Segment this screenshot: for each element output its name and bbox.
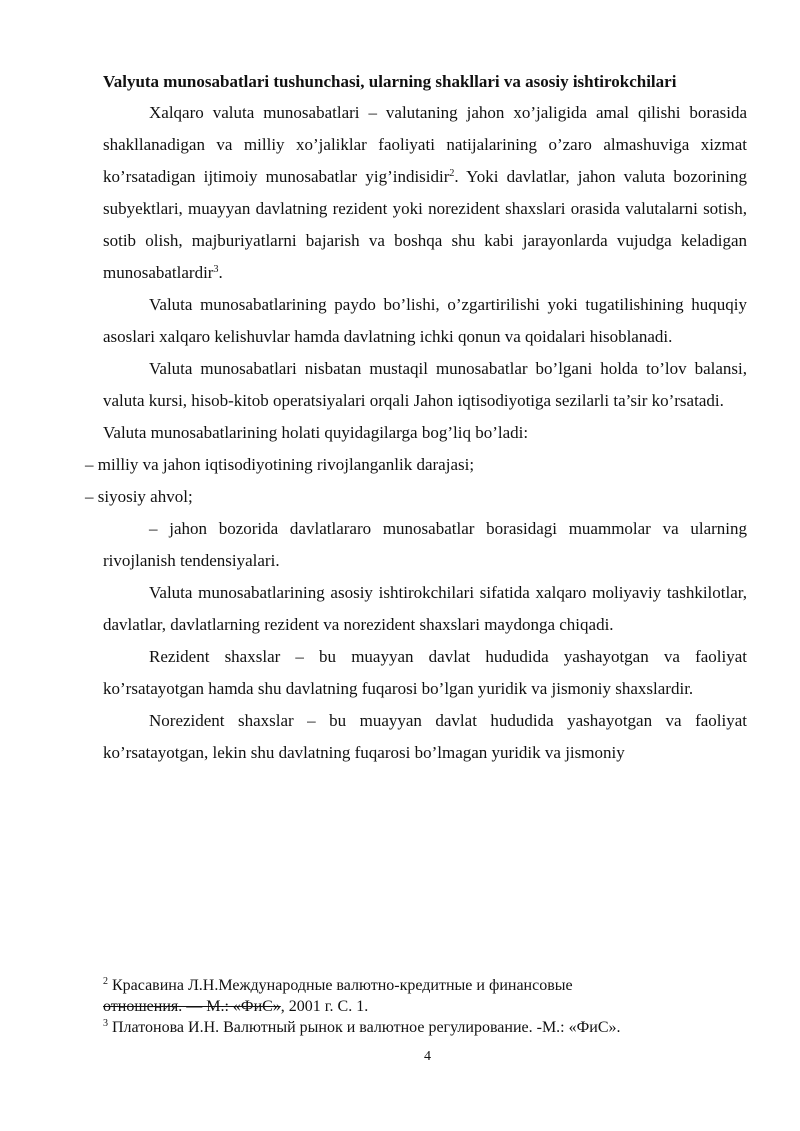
- paragraph-residents: Rezident shaxslar – bu muayyan davlat hududida yashayotgan va faoliyat ko’rsatayotgan hamda shu davlatning fuqarosi bo’lgan yuridik va jismoniy shaxslardir.: [103, 647, 747, 698]
- footnote: [103, 975, 763, 1017]
- body-text: [85, 97, 747, 769]
- footnote-text: Платонова И.Н. Валютный рынок и валютное регулирование. -М.: «ФиС».: [108, 1019, 621, 1036]
- paragraph-text: . Yoki davlatlar, jahon valuta bozorining subyektlari, muayyan davlatning rezident yoki norezident shaxslari orasida valutalarni sotish, sotib olish, majburiyatlarni bajarish va boshqa shu kabi jarayonlarda vujudga keladigan munosabatlardir: [103, 167, 747, 282]
- footnote-text: Красавина Л.Н.Международные валютно-кредитные и финансовые: [108, 977, 573, 994]
- footnote-text: , 2001 г. С. 1.: [280, 998, 369, 1015]
- footnote-number: 2: [103, 976, 108, 987]
- section-heading: Valyuta munosabatlari tushunchasi, ularning shakllari va asosiy ishtirokchilari: [103, 72, 677, 91]
- footnote-ref[interactable]: 2: [449, 168, 455, 179]
- paragraph-text: .: [218, 263, 223, 282]
- footnote-struck-text: отношения. — М.: «ФиС»: [103, 998, 281, 1015]
- paragraph-dependencies: Valuta munosabatlarining holati quyidagilarga bog’liq bo’ladi:: [103, 423, 529, 442]
- paragraph-definition: [103, 97, 747, 289]
- footnote-number: 3: [103, 1018, 108, 1029]
- list-item: – siyosiy ahvol;: [85, 487, 193, 506]
- list-item: – milliy va jahon iqtisodiyotining rivojlanganlik darajasi;: [85, 455, 475, 474]
- list-item: – jahon bozorida davlatlararo munosabatlar borasidagi muammolar va ularning rivojlanish tendensiyalari.: [103, 519, 747, 570]
- paragraph-nonresidents: Norezident shaxslar – bu muayyan davlat hududida yashayotgan va faoliyat ko’rsatayotgan, lekin shu davlatning fuqarosi bo’lmagan yuridik va jismoniy: [103, 711, 747, 762]
- paragraph-text: Xalqaro valuta munosabatlari – valutaning jahon xo’jaligida amal qilishi borasida shakllanadigan va milliy xo’jaliklar faoliyati natijalarining o’zaro almashuviga xizmat ko’rsatadigan ijtimoiy munosabatlar yig’indisidir: [103, 103, 747, 186]
- paragraph-legal-basis: Valuta munosabatlarining paydo bo’lishi, o’zgartirilishi yoki tugatilishining huquqiy asoslari xalqaro kelishuvlar hamda davlatning ichki qonun va qoidalari hisoblanadi.: [103, 295, 747, 346]
- page-number: 4: [424, 1049, 431, 1064]
- footnotes: [103, 975, 763, 1038]
- paragraph-participants: Valuta munosabatlarining asosiy ishtirokchilari sifatida xalqaro moliyaviy tashkilotlar, davlatlar, davlatlarning rezident va norezident shaxslari maydonga chiqadi.: [103, 583, 747, 634]
- paragraph-influence: Valuta munosabatlari nisbatan mustaqil munosabatlar bo’lgani holda to’lov balansi, valuta kursi, hisob-kitob operatsiyalari orqali Jahon iqtisodiyotiga sezilarli ta’sir ko’rsatadi.: [103, 359, 747, 410]
- footnote-ref[interactable]: 3: [213, 264, 219, 275]
- footnote: [103, 1017, 763, 1038]
